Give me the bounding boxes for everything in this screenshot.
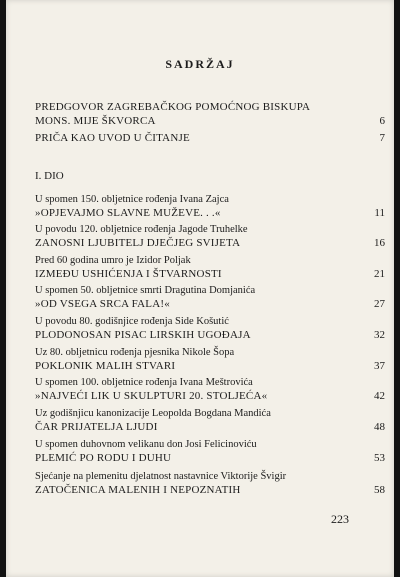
toc-entry-intro bbox=[35, 131, 385, 145]
toc-entry bbox=[35, 407, 385, 434]
toc-entry bbox=[35, 284, 385, 311]
toc-entry-title-continued: MONS. MIJE ŠKVORCA bbox=[35, 115, 156, 127]
toc-entry-page: 7 bbox=[379, 132, 385, 144]
toc-entry-subtitle: U povodu 120. obljetnice rođenja Jagode Truhelke bbox=[35, 224, 248, 235]
page-number: 223 bbox=[331, 512, 349, 526]
toc-entry-title: PLEMIĆ PO RODU I DUHU bbox=[35, 452, 172, 464]
toc-entry bbox=[35, 346, 385, 373]
toc-entry-title: »OPJEVAJMO SLAVNE MUŽEVE. . .« bbox=[35, 207, 221, 219]
toc-entry-page: 6 bbox=[379, 115, 385, 127]
toc-entry-title: POKLONIK MALIH STVARI bbox=[35, 360, 176, 372]
toc-entry-subtitle: Uz godišnjicu kanonizacije Leopolda Bogdana Mandića bbox=[35, 408, 271, 419]
toc-entry-title: PLODONOSAN PISAC LIRSKIH UGOĐAJA bbox=[35, 329, 251, 341]
toc-entry-page: 48 bbox=[374, 421, 385, 433]
toc-entry-title: ZATOČENICA MALENIH I NEPOZNATIH bbox=[35, 484, 241, 496]
toc-entry-subtitle: U povodu 80. godišnjice rođenja Side Košutić bbox=[35, 316, 229, 327]
toc-entry bbox=[35, 254, 385, 281]
section-heading: I. DIO bbox=[35, 170, 64, 182]
toc-entry-subtitle: U spomen duhovnom velikanu don Josi Felicinoviću bbox=[35, 439, 257, 450]
toc-entry-page: 21 bbox=[374, 268, 385, 280]
toc-entry bbox=[35, 438, 385, 465]
toc-entry bbox=[35, 223, 385, 250]
toc-entry-subtitle: U spomen 50. obljetnice smrti Dragutina Domjanića bbox=[35, 285, 256, 296]
toc-entry bbox=[35, 376, 385, 403]
toc-entry-subtitle: Pred 60 godina umro je Izidor Poljak bbox=[35, 255, 191, 266]
toc-entry bbox=[35, 315, 385, 342]
toc-entry-title: IZMEĐU USHIĆENJA I ŠTVARNOSTI bbox=[35, 268, 222, 280]
toc-entry-title: ZANOSNI LJUBITELJ DJEČJEG SVIJETA bbox=[35, 237, 241, 249]
toc-entry-title: »OD VSEGA SRCA FALA!« bbox=[35, 298, 170, 310]
toc-entry-page: 53 bbox=[374, 452, 385, 464]
toc-entry bbox=[35, 193, 385, 220]
toc-entry-subtitle: Uz 80. obljetnicu rođenja pjesnika Nikole Šopa bbox=[35, 347, 235, 358]
toc-entry-subtitle: U spomen 100. obljetnice rođenja Ivana Meštrovića bbox=[35, 377, 253, 388]
toc-entry-preface bbox=[35, 100, 385, 128]
toc-entry-title: »NAJVEĆI LIK U SKULPTURI 20. STOLJEĆA« bbox=[35, 390, 268, 402]
toc-entry-title: PRIČA KAO UVOD U ČITANJE bbox=[35, 132, 190, 144]
toc-entry-page: 42 bbox=[374, 390, 385, 402]
toc-entry-subtitle: Sjećanje na plemenitu djelatnost nastavnice Viktorije Švigir bbox=[35, 471, 287, 482]
toc-entry-title: ČAR PRIJATELJA LJUDI bbox=[35, 421, 158, 433]
toc-entry-page: 11 bbox=[374, 207, 385, 219]
toc-entry-page: 58 bbox=[374, 484, 385, 496]
book-page bbox=[6, 0, 394, 577]
toc-entry-page: 32 bbox=[374, 329, 385, 341]
toc-entry-page: 16 bbox=[374, 237, 385, 249]
toc-entry bbox=[35, 470, 385, 497]
toc-entry-title: PREDGOVOR ZAGREBAČKOG POMOĆNOG BISKUPA bbox=[35, 101, 311, 113]
toc-entry-page: 37 bbox=[374, 360, 385, 372]
toc-entry-subtitle: U spomen 150. obljetnice rođenja Ivana Zajca bbox=[35, 194, 229, 205]
toc-entry-page: 27 bbox=[374, 298, 385, 310]
page-title: SADRŽAJ bbox=[165, 57, 235, 71]
